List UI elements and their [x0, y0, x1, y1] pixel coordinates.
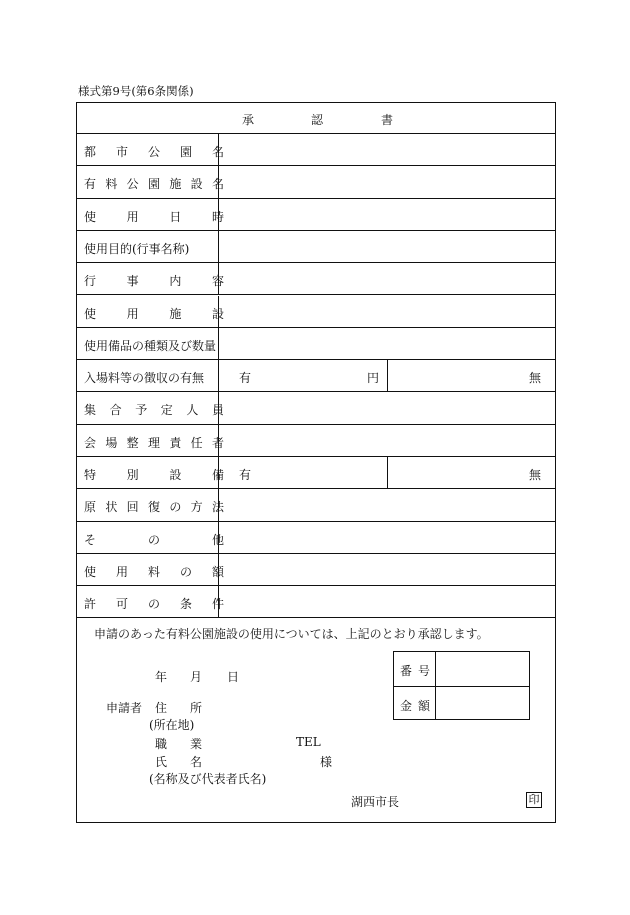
row-label-char: 用 — [116, 564, 129, 579]
row-label — [77, 263, 225, 294]
form-label: 様式第9号(第6条関係) — [78, 84, 194, 98]
row-label-char: 使 — [84, 306, 97, 321]
form-row — [77, 489, 555, 521]
row-label-char: 責 — [169, 435, 182, 450]
row-label-char: 方 — [190, 500, 203, 515]
row-label-char: 任 — [190, 435, 203, 450]
row-value-field[interactable] — [219, 328, 555, 359]
issuer: 湖西市長 — [351, 795, 400, 809]
row-label-char: 設 — [190, 177, 203, 192]
row-value-field[interactable] — [219, 489, 555, 520]
form-row — [77, 457, 555, 489]
date-day: 日 — [227, 670, 240, 684]
row-label-char: 合 — [109, 403, 122, 418]
value-divider — [387, 360, 388, 391]
row-label-char: 他 — [212, 532, 225, 547]
row-label-char: 料 — [148, 564, 161, 579]
row-label — [77, 199, 225, 230]
row-label-char: 公 — [126, 177, 139, 192]
row-label — [77, 360, 219, 391]
row-label-char: の — [169, 500, 182, 515]
row-label — [77, 586, 225, 617]
left-value: 有 — [239, 371, 252, 386]
number-amount-divider — [394, 686, 529, 687]
form-row — [77, 134, 555, 166]
row-label-text: 使用備品の種類及び数量 — [84, 338, 217, 353]
form-row — [77, 199, 555, 231]
row-label-char: 整 — [126, 435, 139, 450]
row-label-char: 原 — [84, 500, 97, 515]
row-label-char: 施 — [169, 306, 182, 321]
right-value: 無 — [529, 371, 542, 386]
row-label-char: 可 — [116, 597, 129, 612]
form-row — [77, 554, 555, 586]
row-value-field[interactable] — [219, 425, 555, 456]
row-label-char: の — [148, 597, 161, 612]
row-label-text: 入場料等の徴収の有無 — [84, 371, 205, 386]
row-label-char: 施 — [169, 177, 182, 192]
address-char: 所 — [190, 701, 203, 715]
row-label-char: 法 — [212, 500, 225, 515]
right-value: 無 — [529, 468, 542, 482]
form-row — [77, 360, 555, 392]
amount-label-char: 額 — [418, 699, 431, 713]
left-unit: 円 — [367, 371, 380, 386]
left-value: 有 — [239, 468, 252, 482]
row-label — [77, 166, 225, 197]
row-value-field[interactable] — [219, 392, 555, 423]
date-month: 月 — [190, 670, 203, 684]
row-value-field[interactable] — [219, 231, 555, 262]
row-label — [77, 296, 225, 327]
row-label-char: 事 — [126, 274, 139, 289]
row-label-char: 園 — [180, 145, 193, 159]
row-label-char: 集 — [84, 403, 97, 418]
occupation-char: 業 — [190, 737, 203, 751]
address-char: 住 — [155, 701, 168, 715]
address-note: (所在地) — [149, 718, 195, 732]
row-label — [77, 554, 225, 585]
number-label-char: 番 — [400, 664, 413, 678]
form-row — [77, 231, 555, 263]
row-label-char: 用 — [126, 209, 139, 224]
form-row — [77, 166, 555, 198]
row-label-char: 料 — [105, 177, 118, 192]
row-label-char: 都 — [84, 145, 97, 159]
row-value-field[interactable] — [219, 263, 555, 294]
row-label — [77, 425, 225, 456]
form-row — [77, 425, 555, 457]
tel-label: TEL — [296, 735, 321, 749]
row-label-char: 容 — [212, 274, 225, 289]
row-label-char: 名 — [212, 145, 225, 159]
seal-mark: 印 — [526, 792, 542, 808]
row-value-field[interactable] — [219, 296, 555, 327]
honorific: 様 — [320, 755, 333, 769]
row-label-char: 者 — [212, 435, 225, 450]
number-label-char: 号 — [418, 664, 431, 678]
name-char: 名 — [190, 755, 203, 769]
row-label — [77, 328, 219, 359]
form-row — [77, 263, 555, 295]
occupation-char: 職 — [155, 737, 168, 751]
row-label — [77, 134, 225, 165]
row-label-text: 使用目的(行事名称) — [84, 241, 190, 256]
row-label-char: の — [180, 564, 193, 579]
row-label-char: 件 — [212, 597, 225, 612]
row-value-field[interactable] — [219, 134, 555, 165]
row-label-char: 内 — [169, 274, 182, 289]
name-note: (名称及び代表者氏名) — [149, 772, 267, 786]
row-label-char: 員 — [212, 403, 225, 418]
form-row — [77, 586, 555, 618]
number-amount-label-divider — [435, 652, 436, 719]
row-label — [77, 489, 225, 520]
row-label-char: 別 — [126, 468, 139, 482]
row-label-char: 市 — [116, 145, 129, 159]
row-label-char: 設 — [212, 306, 225, 321]
row-label-char: 日 — [169, 209, 182, 224]
row-label-char: 許 — [84, 597, 97, 612]
date-year: 年 — [155, 670, 168, 684]
row-label-char: 復 — [148, 500, 161, 515]
value-divider — [387, 457, 388, 488]
row-label-char: 予 — [135, 403, 148, 418]
row-label-char: 使 — [84, 209, 97, 224]
row-label-char: 場 — [105, 435, 118, 450]
row-label-char: 額 — [212, 564, 225, 579]
row-label — [77, 231, 219, 262]
row-label-char: 行 — [84, 274, 97, 289]
row-value-field[interactable] — [219, 166, 555, 197]
row-label-char: 理 — [148, 435, 161, 450]
row-label-char: 条 — [180, 597, 193, 612]
row-label-char: 使 — [84, 564, 97, 579]
row-label-char: 特 — [84, 468, 97, 482]
row-label — [77, 392, 225, 423]
form-row — [77, 328, 555, 360]
approval-statement: 申請のあった有料公園施設の使用については、上記のとおり承認します。 — [94, 627, 489, 641]
form-row — [77, 296, 555, 328]
row-value-field[interactable] — [219, 554, 555, 585]
row-value-field[interactable] — [219, 199, 555, 230]
form-row — [77, 392, 555, 424]
row-label-char: 備 — [212, 468, 225, 482]
number-amount-box — [393, 651, 530, 720]
row-label-char: の — [148, 532, 161, 547]
row-label-char: 用 — [126, 306, 139, 321]
row-label-char: 園 — [148, 177, 161, 192]
row-label-char: 設 — [169, 468, 182, 482]
row-label-char: 会 — [84, 435, 97, 450]
row-label-char: 回 — [126, 500, 139, 515]
title-char: 書 — [381, 113, 394, 127]
row-label-char: 人 — [186, 403, 199, 418]
row-value-field[interactable] — [219, 522, 555, 553]
row-label-char: 時 — [212, 209, 225, 224]
applicant-label: 申請者 — [106, 701, 143, 715]
title-char: 承 — [242, 113, 255, 127]
amount-label-char: 金 — [400, 699, 413, 713]
title-row — [77, 103, 555, 134]
row-label-char: 状 — [105, 500, 118, 515]
row-label-char: 名 — [212, 177, 225, 192]
row-label-char: 有 — [84, 177, 97, 192]
title-char: 認 — [311, 113, 324, 127]
row-value-field[interactable] — [219, 586, 555, 617]
row-label — [77, 457, 225, 488]
name-char: 氏 — [155, 755, 168, 769]
form-row — [77, 522, 555, 554]
row-label-char: そ — [84, 532, 97, 547]
row-label-char: 定 — [160, 403, 173, 418]
row-label-char: 公 — [148, 145, 161, 159]
row-label — [77, 522, 225, 553]
